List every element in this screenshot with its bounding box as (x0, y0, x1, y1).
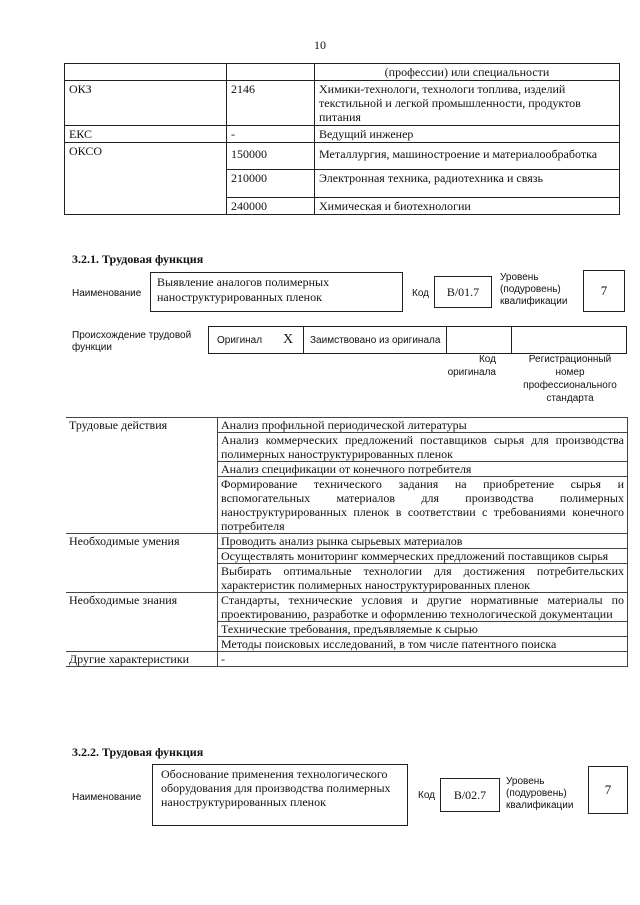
origin-label: Происхождение трудовой функции (72, 330, 192, 353)
table-row (66, 418, 628, 433)
skills-label: Необходимые умения (66, 534, 218, 593)
class-num: 2146 (227, 81, 315, 126)
name-label: Наименование (72, 792, 142, 803)
level-label: Уровень (подуровень) квалификации (506, 776, 574, 811)
class-code: ЕКС (65, 126, 227, 143)
original-label: Оригинал (217, 335, 263, 346)
origin-original-box (208, 326, 304, 354)
code-label: Код (418, 790, 436, 801)
knowledge-label: Необходимые знания (66, 593, 218, 652)
class-name: Электронная техника, радиотехника и связь (315, 170, 620, 198)
name-label: Наименование (72, 288, 142, 299)
class-name: Химическая и биотехнологии (315, 198, 620, 215)
knowledge-item: Стандарты, технические условия и другие нормативные материалы по проектированию, разработке и оформлению технологической документации (218, 593, 628, 622)
table-row (65, 81, 620, 126)
original-mark: X (283, 332, 294, 347)
class-num: 150000 (227, 143, 315, 170)
code-label: Код (412, 288, 430, 299)
skill-item: Проводить анализ рынка сырьевых материалов (218, 534, 628, 549)
class-name: Металлургия, машиностроение и материалообработка (315, 143, 620, 170)
knowledge-item: Технические требования, предъявляемые к сырью (218, 622, 628, 637)
action-item: Анализ спецификации от конечного потребителя (218, 462, 628, 477)
actions-label: Трудовые действия (66, 418, 218, 534)
function-code-box: B/01.7 (434, 276, 492, 308)
origin-code-box (446, 326, 512, 354)
level-box: 7 (588, 766, 628, 814)
knowledge-item: Методы поисковых исследований, в том числе патентного поиска (218, 637, 628, 652)
level-label: Уровень (подуровень) квалификации (500, 272, 568, 307)
function-code-box: B/02.7 (440, 778, 500, 812)
level-box: 7 (583, 270, 625, 312)
class-num: - (227, 126, 315, 143)
skill-item: Выбирать оптимальные технологии для достижения потребительских характеристик полимерных наноструктурированных пленок (218, 564, 628, 593)
table-row (65, 64, 620, 81)
function-name-box: Выявление аналогов полимерных наноструктурированных пленок (150, 272, 403, 312)
page-number: 10 (314, 38, 326, 52)
details-table (66, 417, 628, 667)
origin-reg-box (511, 326, 627, 354)
table-row (65, 126, 620, 143)
origin-borrowed-box (303, 326, 447, 354)
section-heading-321: 3.2.1. Трудовая функция (72, 252, 204, 266)
class-num: 210000 (227, 170, 315, 198)
action-item: Анализ профильной периодической литературы (218, 418, 628, 433)
table-row (66, 652, 628, 667)
section-heading-322: 3.2.2. Трудовая функция (72, 745, 204, 759)
other-label: Другие характеристики (66, 652, 218, 667)
function-name-box: Обоснование применения технологического оборудования для производства полимерных наноструктурированных пленок (152, 764, 408, 826)
table-row (66, 593, 628, 622)
class-name: Ведущий инженер (315, 126, 620, 143)
skill-item: Осуществлять мониторинг коммерческих предложений поставщиков сырья (218, 549, 628, 564)
table-row (65, 143, 620, 170)
borrowed-label: Заимствовано из оригинала (310, 335, 441, 346)
header-cell: (профессии) или специальности (315, 64, 620, 81)
other-value: - (218, 652, 628, 667)
action-item: Формирование технического задания на приобретение сырья и вспомогательных материалов для производства полимерных наноструктурированных пленок в соответствии с требованиями конечного потребителя (218, 477, 628, 534)
code-original-label: Код оригинала (447, 354, 496, 378)
class-num: 240000 (227, 198, 315, 215)
class-name: Химики-технологи, технологи топлива, изделий текстильной и легкой промышленности, продуктов питания (315, 81, 620, 126)
reg-number-label: Регистрационный номер профессионального стандарта (523, 354, 617, 404)
class-code: ОКСО (65, 143, 227, 215)
action-item: Анализ коммерческих предложений поставщиков сырья для производства полимерных наноструктурированных пленок (218, 433, 628, 462)
classification-table (64, 63, 620, 215)
table-row (66, 534, 628, 549)
class-code: ОКЗ (65, 81, 227, 126)
